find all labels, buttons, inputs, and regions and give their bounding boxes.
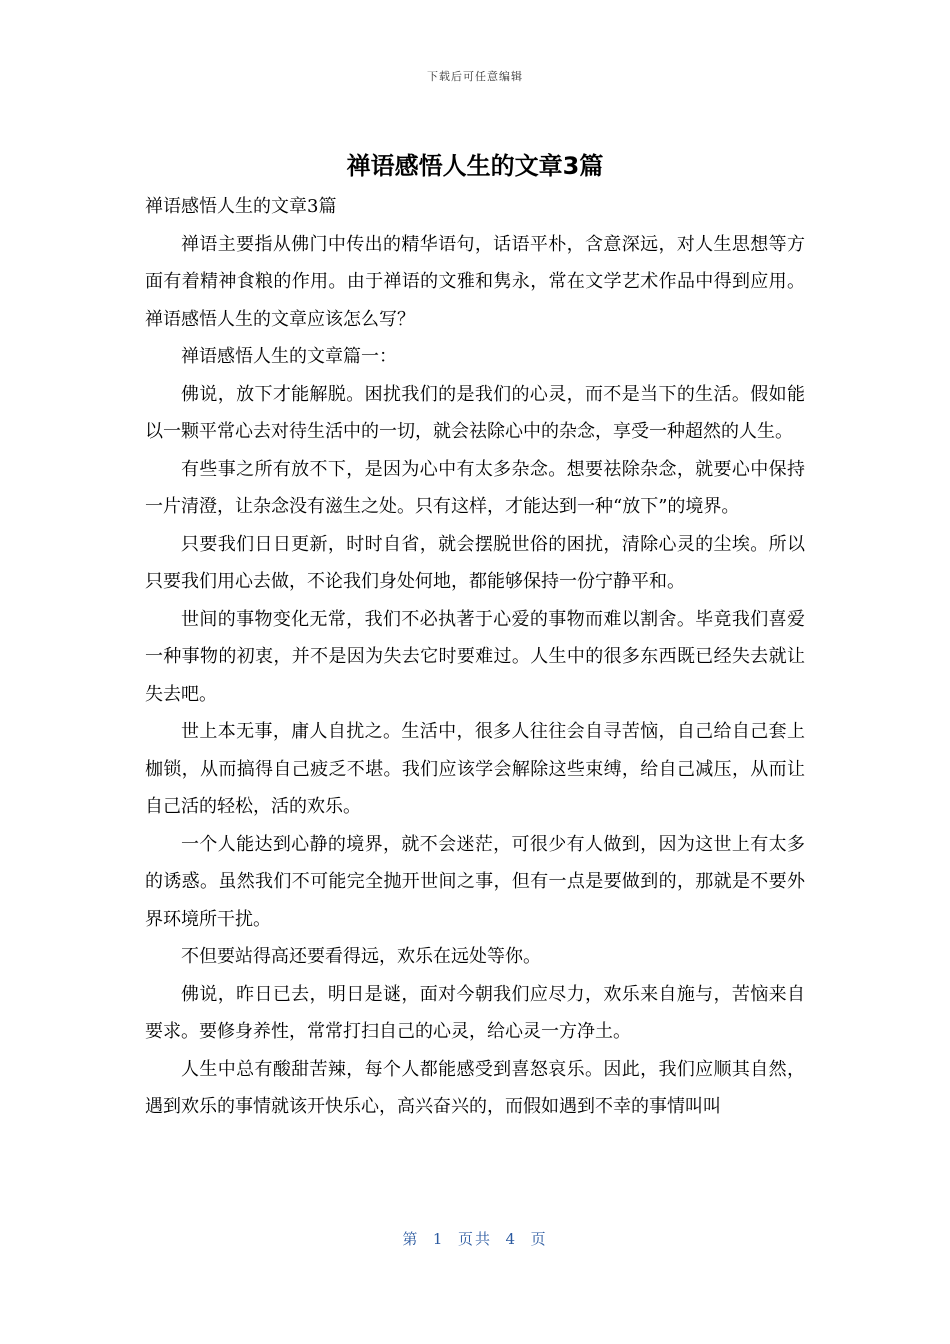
paragraph: 有些事之所有放不下，是因为心中有太多杂念。想要祛除杂念，就要心中保持一片清澄，让杂念没有滋生之处。只有这样，才能达到一种“放下”的境界。 bbox=[145, 458, 805, 517]
paragraph: 不但要站得高还要看得远，欢乐在远处等你。 bbox=[181, 946, 541, 967]
paragraph: 世上本无事，庸人自扰之。生活中，很多人往往会自寻苦恼，自己给自己套上枷锁，从而搞得自己疲乏不堪。我们应该学会解除这些束缚，给自己减压，从而让自己活的轻松，活的欢乐。 bbox=[145, 721, 805, 817]
page-number-footer: 第 1 页共 4 页 bbox=[402, 1230, 548, 1248]
paragraph: 只要我们日日更新，时时自省，就会摆脱世俗的困扰，清除心灵的尘埃。所以只要我们用心去做，不论我们身处何地，都能够保持一份宁静平和。 bbox=[145, 533, 805, 592]
subtitle-line: 禅语感悟人生的文章3篇 bbox=[145, 196, 337, 217]
paragraph: 世间的事物变化无常，我们不必执著于心爱的事物而难以割舍。毕竟我们喜爱一种事物的初衷，并不是因为失去它时要难过。人生中的很多东西既已经失去就让失去吧。 bbox=[145, 608, 805, 705]
page-header-note: 下载后可任意编辑 bbox=[427, 70, 523, 83]
document-body bbox=[145, 188, 805, 1126]
paragraph: 佛说，昨日已去，明日是谜，面对今朝我们应尽力，欢乐来自施与，苦恼来自要求。要修身养性，常常打扫自己的心灵，给心灵一方净土。 bbox=[145, 983, 805, 1042]
paragraph: 佛说，放下才能解脱。困扰我们的是我们的心灵，而不是当下的生活。假如能以一颗平常心去对待生活中的一切，就会祛除心中的杂念，享受一种超然的人生。 bbox=[145, 383, 805, 442]
paragraph: 一个人能达到心静的境界，就不会迷茫，可很少有人做到，因为这世上有太多的诱惑。虽然我们不可能完全抛开世间之事，但有一点是要做到的，那就是不要外界环境所干扰。 bbox=[145, 833, 805, 930]
paragraph-intro: 禅语主要指从佛门中传出的精华语句，话语平朴，含意深远，对人生思想等方面有着精神食粮的作用。由于禅语的文雅和隽永，常在文学艺术作品中得到应用。禅语感悟人生的文章应该怎么写？ bbox=[145, 233, 805, 330]
paragraph-section-heading: 禅语感悟人生的文章篇一： bbox=[181, 346, 397, 367]
document-title: 禅语感悟人生的文章3篇 bbox=[346, 152, 604, 180]
paragraph: 人生中总有酸甜苦辣，每个人都能感受到喜怒哀乐。因此，我们应顺其自然，遇到欢乐的事情就该开快乐心，高兴奋兴的，而假如遇到不幸的事情叫叫 bbox=[145, 1058, 805, 1117]
